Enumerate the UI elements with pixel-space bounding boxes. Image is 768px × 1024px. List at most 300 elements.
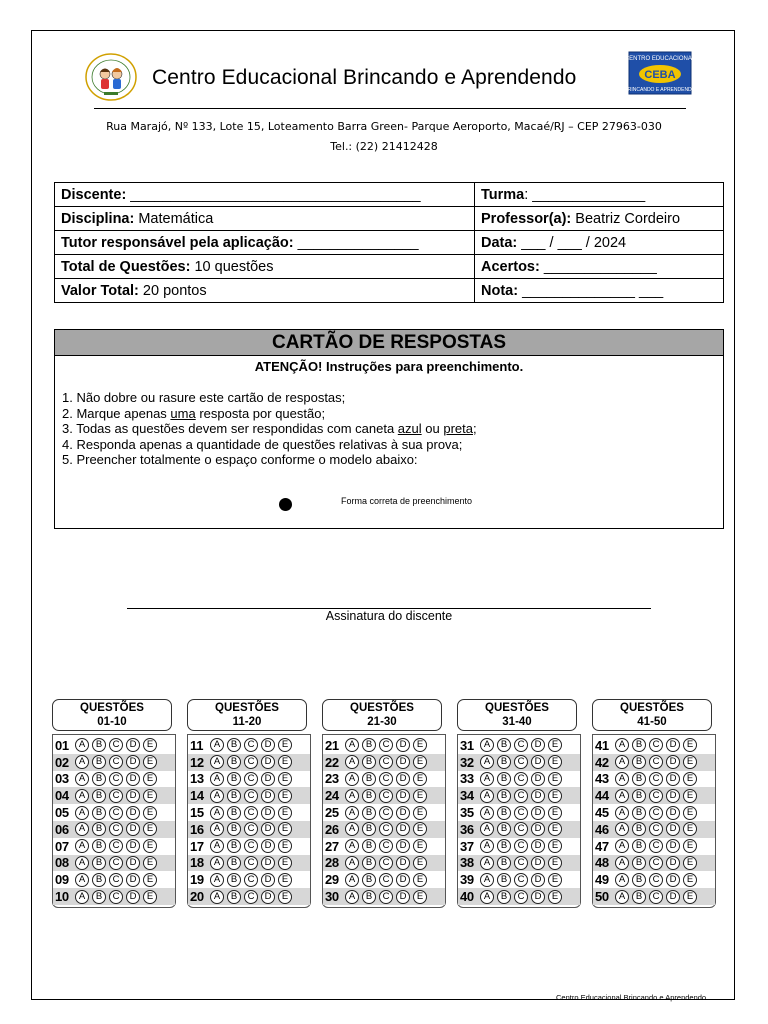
answer-bubble-d[interactable]: D <box>531 873 545 887</box>
answer-bubble-b[interactable]: B <box>497 738 511 752</box>
answer-bubble-c[interactable]: C <box>514 873 528 887</box>
answer-bubble-a[interactable]: A <box>75 890 89 904</box>
answer-bubble-b[interactable]: B <box>227 873 241 887</box>
answer-bubble-b[interactable]: B <box>362 839 376 853</box>
answer-bubble-b[interactable]: B <box>227 755 241 769</box>
answer-bubble-b[interactable]: B <box>362 772 376 786</box>
question-row <box>593 754 715 771</box>
answer-bubble-b[interactable]: B <box>92 755 106 769</box>
answer-bubble-e[interactable]: E <box>683 839 697 853</box>
answer-bubble-a[interactable]: A <box>75 856 89 870</box>
answer-bubble-b[interactable]: B <box>362 856 376 870</box>
answer-bubble-d[interactable]: D <box>396 822 410 836</box>
question-number: 14 <box>190 788 204 804</box>
answer-bubble-b[interactable]: B <box>92 873 106 887</box>
answer-bubble-e[interactable]: E <box>413 856 427 870</box>
answer-bubble-a[interactable]: A <box>480 806 494 820</box>
answer-bubble-d[interactable]: D <box>666 738 680 752</box>
tutor-value: _______________ <box>293 234 419 251</box>
answer-bubble-e[interactable]: E <box>278 738 292 752</box>
answer-bubble-a[interactable]: A <box>75 822 89 836</box>
answer-bubble-a[interactable]: A <box>75 873 89 887</box>
answer-bubble-e[interactable]: E <box>548 856 562 870</box>
answer-bubble-c[interactable]: C <box>514 772 528 786</box>
answer-bubble-e[interactable]: E <box>683 789 697 803</box>
answer-bubble-b[interactable]: B <box>632 890 646 904</box>
answer-bubble-e[interactable]: E <box>413 755 427 769</box>
answer-bubble-b[interactable]: B <box>632 822 646 836</box>
answer-bubble-c[interactable]: C <box>109 822 123 836</box>
answer-bubble-a[interactable]: A <box>480 738 494 752</box>
disciplina-value: Matemática <box>134 210 214 227</box>
tutor-cell[interactable] <box>55 231 475 255</box>
answer-bubble-c[interactable]: C <box>109 890 123 904</box>
answer-bubble-b[interactable]: B <box>362 789 376 803</box>
answer-bubble-d[interactable]: D <box>666 839 680 853</box>
answer-bubble-b[interactable]: B <box>227 772 241 786</box>
answer-bubble-e[interactable]: E <box>548 772 562 786</box>
signature-label: Assinatura do discente <box>325 609 453 623</box>
answer-bubble-b[interactable]: B <box>92 738 106 752</box>
attention-heading: ATENÇÃO! Instruções para preenchimento. <box>254 359 524 374</box>
answer-bubble-e[interactable]: E <box>548 890 562 904</box>
answer-bubble-e[interactable]: E <box>683 856 697 870</box>
answer-bubble-b[interactable]: B <box>632 789 646 803</box>
answer-bubble-b[interactable]: B <box>632 873 646 887</box>
answer-bubble-c[interactable]: C <box>109 789 123 803</box>
answer-bubble-a[interactable]: A <box>615 839 629 853</box>
answer-bubble-a[interactable]: A <box>480 772 494 786</box>
question-number: 10 <box>55 889 69 905</box>
question-row <box>188 838 310 855</box>
question-row <box>458 855 580 872</box>
answer-bubble-a[interactable]: A <box>210 873 224 887</box>
question-row <box>458 871 580 888</box>
answer-bubble-c[interactable]: C <box>244 822 258 836</box>
question-number: 25 <box>325 805 339 821</box>
answer-bubble-b[interactable]: B <box>227 856 241 870</box>
answer-bubble-e[interactable]: E <box>278 890 292 904</box>
question-number: 38 <box>460 855 474 871</box>
question-number: 28 <box>325 855 339 871</box>
answer-bubble-b[interactable]: B <box>227 789 241 803</box>
answer-bubble-a[interactable]: A <box>615 822 629 836</box>
answer-bubble-d[interactable]: D <box>666 890 680 904</box>
answer-bubble-b[interactable]: B <box>497 789 511 803</box>
answer-bubble-d[interactable]: D <box>396 806 410 820</box>
question-row <box>458 771 580 788</box>
answer-bubble-a[interactable]: A <box>75 789 89 803</box>
table-row <box>55 183 724 207</box>
answer-bubble-c[interactable]: C <box>379 890 393 904</box>
answer-bubble-e[interactable]: E <box>683 890 697 904</box>
answer-bubble-a[interactable]: A <box>480 789 494 803</box>
answer-bubble-d[interactable]: D <box>396 772 410 786</box>
answer-bubble-e[interactable]: E <box>278 856 292 870</box>
answer-bubble-d[interactable]: D <box>126 856 140 870</box>
answer-bubble-e[interactable]: E <box>143 738 157 752</box>
answer-bubble-d[interactable]: D <box>666 822 680 836</box>
answer-bubble-d[interactable]: D <box>531 738 545 752</box>
answer-bubble-e[interactable]: E <box>683 873 697 887</box>
answer-bubble-c[interactable]: C <box>109 738 123 752</box>
answer-bubble-e[interactable]: E <box>548 822 562 836</box>
instruction-text: resposta por questão; <box>195 405 326 421</box>
question-row <box>458 821 580 838</box>
answer-bubble-c[interactable]: C <box>379 772 393 786</box>
answer-bubble-a[interactable]: A <box>210 856 224 870</box>
answer-bubble-e[interactable]: E <box>413 822 427 836</box>
answer-bubble-e[interactable]: E <box>143 772 157 786</box>
answer-bubble-b[interactable]: B <box>632 772 646 786</box>
answer-bubble-d[interactable]: D <box>126 839 140 853</box>
answer-bubble-c[interactable]: C <box>379 755 393 769</box>
answer-bubble-d[interactable]: D <box>126 755 140 769</box>
answer-bubble-a[interactable]: A <box>210 738 224 752</box>
answer-bubble-c[interactable]: C <box>109 806 123 820</box>
answer-bubble-e[interactable]: E <box>278 822 292 836</box>
question-row <box>323 871 445 888</box>
answer-bubble-d[interactable]: D <box>126 772 140 786</box>
answer-bubble-c[interactable]: C <box>244 856 258 870</box>
answer-bubble-a[interactable]: A <box>615 772 629 786</box>
discente-cell[interactable] <box>55 183 475 207</box>
answer-bubble-d[interactable]: D <box>396 873 410 887</box>
question-number: 42 <box>595 754 609 770</box>
answer-bubble-c[interactable]: C <box>514 738 528 752</box>
answer-bubble-b[interactable]: B <box>227 839 241 853</box>
answer-bubble-e[interactable]: E <box>548 755 562 769</box>
answer-bubble-b[interactable]: B <box>632 806 646 820</box>
answer-bubble-a[interactable]: A <box>345 856 359 870</box>
instruction-list <box>62 390 477 468</box>
answer-bubble-a[interactable]: A <box>480 873 494 887</box>
question-number: 35 <box>460 805 474 821</box>
answer-bubble-c[interactable]: C <box>244 890 258 904</box>
answer-bubble-d[interactable]: D <box>261 839 275 853</box>
answer-bubble-b[interactable]: B <box>227 890 241 904</box>
answer-bubble-b[interactable]: B <box>362 755 376 769</box>
answer-bubble-d[interactable]: D <box>126 789 140 803</box>
answer-bubble-e[interactable]: E <box>548 789 562 803</box>
answer-bubble-c[interactable]: C <box>649 789 663 803</box>
answer-bubble-b[interactable]: B <box>92 856 106 870</box>
answer-bubble-d[interactable]: D <box>531 772 545 786</box>
answer-bubble-a[interactable]: A <box>615 789 629 803</box>
question-number: 01 <box>55 737 69 753</box>
answer-bubble-e[interactable]: E <box>278 873 292 887</box>
answer-bubble-a[interactable]: A <box>615 856 629 870</box>
question-row <box>53 888 175 905</box>
answer-bubble-c[interactable]: C <box>514 755 528 769</box>
answer-bubble-b[interactable]: B <box>497 839 511 853</box>
answer-bubble-b[interactable]: B <box>632 839 646 853</box>
answer-bubble-d[interactable]: D <box>126 822 140 836</box>
answer-bubble-a[interactable]: A <box>75 738 89 752</box>
answer-bubble-a[interactable]: A <box>210 755 224 769</box>
question-number: 49 <box>595 872 609 888</box>
answer-bubble-d[interactable]: D <box>396 839 410 853</box>
answer-bubble-b[interactable]: B <box>497 772 511 786</box>
answer-bubble-b[interactable]: B <box>497 856 511 870</box>
answer-bubble-b[interactable]: B <box>92 789 106 803</box>
answer-bubble-a[interactable]: A <box>75 755 89 769</box>
answer-bubble-a[interactable]: A <box>345 873 359 887</box>
answer-bubble-c[interactable]: C <box>649 856 663 870</box>
answer-bubble-a[interactable]: A <box>210 890 224 904</box>
question-number: 50 <box>595 889 609 905</box>
answer-bubble-c[interactable]: C <box>649 755 663 769</box>
answer-bubble-a[interactable]: A <box>615 890 629 904</box>
answer-bubble-e[interactable]: E <box>548 839 562 853</box>
answer-bubble-b[interactable]: B <box>92 822 106 836</box>
answer-bubble-a[interactable]: A <box>615 738 629 752</box>
answer-bubble-b[interactable]: B <box>362 738 376 752</box>
answer-bubble-b[interactable]: B <box>227 806 241 820</box>
answer-bubble-c[interactable]: C <box>649 822 663 836</box>
answer-bubble-e[interactable]: E <box>413 772 427 786</box>
question-row <box>188 871 310 888</box>
answer-bubble-a[interactable]: A <box>480 822 494 836</box>
answer-bubble-a[interactable]: A <box>480 856 494 870</box>
answer-bubble-c[interactable]: C <box>109 839 123 853</box>
answer-bubble-d[interactable]: D <box>126 738 140 752</box>
answer-bubble-d[interactable]: D <box>261 806 275 820</box>
answer-bubble-e[interactable]: E <box>278 839 292 853</box>
answer-bubble-e[interactable]: E <box>143 806 157 820</box>
answer-bubble-c[interactable]: C <box>379 873 393 887</box>
answer-bubble-d[interactable]: D <box>261 890 275 904</box>
answer-bubble-a[interactable]: A <box>480 755 494 769</box>
answer-bubble-e[interactable]: E <box>143 856 157 870</box>
answer-bubble-e[interactable]: E <box>413 806 427 820</box>
answer-bubble-e[interactable]: E <box>683 738 697 752</box>
answer-bubble-c[interactable]: C <box>649 738 663 752</box>
answer-bubble-a[interactable]: A <box>615 873 629 887</box>
school-phone: Tel.: (22) 21412428 <box>330 140 438 153</box>
answer-bubble-c[interactable]: C <box>379 738 393 752</box>
answer-bubble-d[interactable]: D <box>666 755 680 769</box>
answer-bubble-c[interactable]: C <box>109 856 123 870</box>
answer-bubble-e[interactable]: E <box>143 755 157 769</box>
answer-bubble-b[interactable]: B <box>92 890 106 904</box>
answer-bubble-a[interactable]: A <box>345 755 359 769</box>
answer-bubble-d[interactable]: D <box>126 890 140 904</box>
answer-bubble-e[interactable]: E <box>548 806 562 820</box>
answer-bubble-b[interactable]: B <box>362 890 376 904</box>
question-row <box>593 771 715 788</box>
grid-header <box>457 699 577 731</box>
acertos-cell[interactable] <box>475 255 724 279</box>
question-number: 21 <box>325 737 339 753</box>
answer-bubble-c[interactable]: C <box>514 789 528 803</box>
answer-bubble-c[interactable]: C <box>514 822 528 836</box>
answer-bubble-d[interactable]: D <box>261 755 275 769</box>
answer-bubble-b[interactable]: B <box>92 839 106 853</box>
question-number: 24 <box>325 788 339 804</box>
answer-bubble-d[interactable]: D <box>261 822 275 836</box>
answer-bubble-c[interactable]: C <box>379 822 393 836</box>
answer-bubble-a[interactable]: A <box>210 772 224 786</box>
answer-bubble-c[interactable]: C <box>379 806 393 820</box>
answer-bubble-d[interactable]: D <box>531 755 545 769</box>
answer-bubble-e[interactable]: E <box>413 873 427 887</box>
answer-bubble-a[interactable]: A <box>210 806 224 820</box>
answer-bubble-c[interactable]: C <box>379 789 393 803</box>
answer-bubble-c[interactable]: C <box>244 839 258 853</box>
answer-bubble-a[interactable]: A <box>210 839 224 853</box>
answer-bubble-d[interactable]: D <box>396 789 410 803</box>
answer-bubble-e[interactable]: E <box>143 873 157 887</box>
answer-bubble-a[interactable]: A <box>345 738 359 752</box>
answer-bubble-e[interactable]: E <box>413 738 427 752</box>
answer-bubble-d[interactable]: D <box>396 755 410 769</box>
question-row <box>458 787 580 804</box>
answer-bubble-c[interactable]: C <box>109 755 123 769</box>
answer-bubble-c[interactable]: C <box>244 738 258 752</box>
answer-bubble-c[interactable]: C <box>244 873 258 887</box>
answer-bubble-b[interactable]: B <box>497 873 511 887</box>
answer-bubble-d[interactable]: D <box>261 772 275 786</box>
answer-bubble-b[interactable]: B <box>362 822 376 836</box>
answer-bubble-c[interactable]: C <box>244 789 258 803</box>
answer-bubble-a[interactable]: A <box>480 890 494 904</box>
answer-bubble-c[interactable]: C <box>649 839 663 853</box>
answer-bubble-a[interactable]: A <box>75 772 89 786</box>
answer-bubble-e[interactable]: E <box>683 755 697 769</box>
answer-bubble-e[interactable]: E <box>278 755 292 769</box>
answer-bubble-e[interactable]: E <box>683 822 697 836</box>
answer-bubble-c[interactable]: C <box>244 772 258 786</box>
answer-bubble-d[interactable]: D <box>531 839 545 853</box>
answer-bubble-d[interactable]: D <box>261 873 275 887</box>
nota-cell[interactable] <box>475 279 724 303</box>
answer-bubble-c[interactable]: C <box>649 873 663 887</box>
answer-bubble-d[interactable]: D <box>396 738 410 752</box>
answer-bubble-a[interactable]: A <box>615 806 629 820</box>
answer-bubble-c[interactable]: C <box>649 806 663 820</box>
answer-bubble-c[interactable]: C <box>379 839 393 853</box>
answer-bubble-d[interactable]: D <box>261 856 275 870</box>
answer-bubble-d[interactable]: D <box>396 856 410 870</box>
turma-cell[interactable] <box>475 183 724 207</box>
question-number: 23 <box>325 771 339 787</box>
answer-bubble-e[interactable]: E <box>683 772 697 786</box>
answer-bubble-d[interactable]: D <box>666 772 680 786</box>
answer-bubble-d[interactable]: D <box>531 856 545 870</box>
answer-bubble-c[interactable]: C <box>244 806 258 820</box>
disciplina-label: Disciplina: <box>61 210 135 227</box>
answer-bubble-a[interactable]: A <box>615 755 629 769</box>
answer-bubble-d[interactable]: D <box>666 856 680 870</box>
answer-bubble-b[interactable]: B <box>227 822 241 836</box>
answer-bubble-d[interactable]: D <box>666 806 680 820</box>
answer-bubble-b[interactable]: B <box>632 856 646 870</box>
answer-bubble-e[interactable]: E <box>143 839 157 853</box>
answer-bubble-e[interactable]: E <box>278 789 292 803</box>
answer-bubble-d[interactable]: D <box>531 890 545 904</box>
answer-bubble-c[interactable]: C <box>514 856 528 870</box>
answer-bubble-c[interactable]: C <box>109 873 123 887</box>
answer-bubble-a[interactable]: A <box>210 822 224 836</box>
answer-bubble-c[interactable]: C <box>244 755 258 769</box>
answer-bubble-e[interactable]: E <box>683 806 697 820</box>
answer-bubble-d[interactable]: D <box>396 890 410 904</box>
answer-bubble-a[interactable]: A <box>75 806 89 820</box>
answer-bubble-b[interactable]: B <box>362 806 376 820</box>
answer-bubble-c[interactable]: C <box>379 856 393 870</box>
answer-bubble-c[interactable]: C <box>514 839 528 853</box>
answer-bubble-b[interactable]: B <box>92 806 106 820</box>
answer-bubble-d[interactable]: D <box>666 789 680 803</box>
question-number: 19 <box>190 872 204 888</box>
answer-bubble-e[interactable]: E <box>278 806 292 820</box>
sample-caption: Forma correta de preenchimento <box>341 496 473 506</box>
answer-bubble-a[interactable]: A <box>345 772 359 786</box>
answer-bubble-d[interactable]: D <box>531 806 545 820</box>
answer-bubble-b[interactable]: B <box>92 772 106 786</box>
answer-bubble-d[interactable]: D <box>531 789 545 803</box>
question-row <box>458 838 580 855</box>
answer-bubble-b[interactable]: B <box>497 890 511 904</box>
answer-bubble-c[interactable]: C <box>514 806 528 820</box>
answer-bubble-c[interactable]: C <box>514 890 528 904</box>
data-cell[interactable] <box>475 231 724 255</box>
question-row <box>593 804 715 821</box>
answer-bubble-e[interactable]: E <box>548 873 562 887</box>
answer-bubble-b[interactable]: B <box>497 806 511 820</box>
answer-bubble-d[interactable]: D <box>126 806 140 820</box>
answer-bubble-d[interactable]: D <box>261 789 275 803</box>
answer-bubble-a[interactable]: A <box>345 839 359 853</box>
answer-bubble-e[interactable]: E <box>143 822 157 836</box>
grid-body <box>322 734 446 908</box>
answer-bubble-a[interactable]: A <box>345 789 359 803</box>
answer-bubble-a[interactable]: A <box>480 839 494 853</box>
answer-bubble-a[interactable]: A <box>345 806 359 820</box>
answer-bubble-b[interactable]: B <box>362 873 376 887</box>
answer-bubble-d[interactable]: D <box>261 738 275 752</box>
turma-value: : ______________ <box>524 186 646 203</box>
answer-bubble-e[interactable]: E <box>548 738 562 752</box>
answer-bubble-b[interactable]: B <box>227 738 241 752</box>
answer-bubble-d[interactable]: D <box>126 873 140 887</box>
instruction-underlined: azul <box>397 421 422 436</box>
answer-bubble-c[interactable]: C <box>649 890 663 904</box>
answer-bubble-d[interactable]: D <box>531 822 545 836</box>
answer-bubble-c[interactable]: C <box>649 772 663 786</box>
grid-body <box>592 734 716 908</box>
answer-bubble-b[interactable]: B <box>632 738 646 752</box>
answer-bubble-b[interactable]: B <box>632 755 646 769</box>
answer-bubble-b[interactable]: B <box>497 755 511 769</box>
answer-bubble-e[interactable]: E <box>413 890 427 904</box>
answer-bubble-e[interactable]: E <box>413 839 427 853</box>
answer-bubble-a[interactable]: A <box>345 822 359 836</box>
answer-bubble-a[interactable]: A <box>75 839 89 853</box>
question-number: 18 <box>190 855 204 871</box>
answer-bubble-c[interactable]: C <box>109 772 123 786</box>
question-row <box>188 771 310 788</box>
answer-bubble-e[interactable]: E <box>143 789 157 803</box>
answer-bubble-a[interactable]: A <box>345 890 359 904</box>
answer-bubble-a[interactable]: A <box>210 789 224 803</box>
answer-bubble-b[interactable]: B <box>497 822 511 836</box>
answer-bubble-e[interactable]: E <box>278 772 292 786</box>
answer-bubble-e[interactable]: E <box>143 890 157 904</box>
answer-bubble-e[interactable]: E <box>413 789 427 803</box>
answer-bubble-d[interactable]: D <box>666 873 680 887</box>
